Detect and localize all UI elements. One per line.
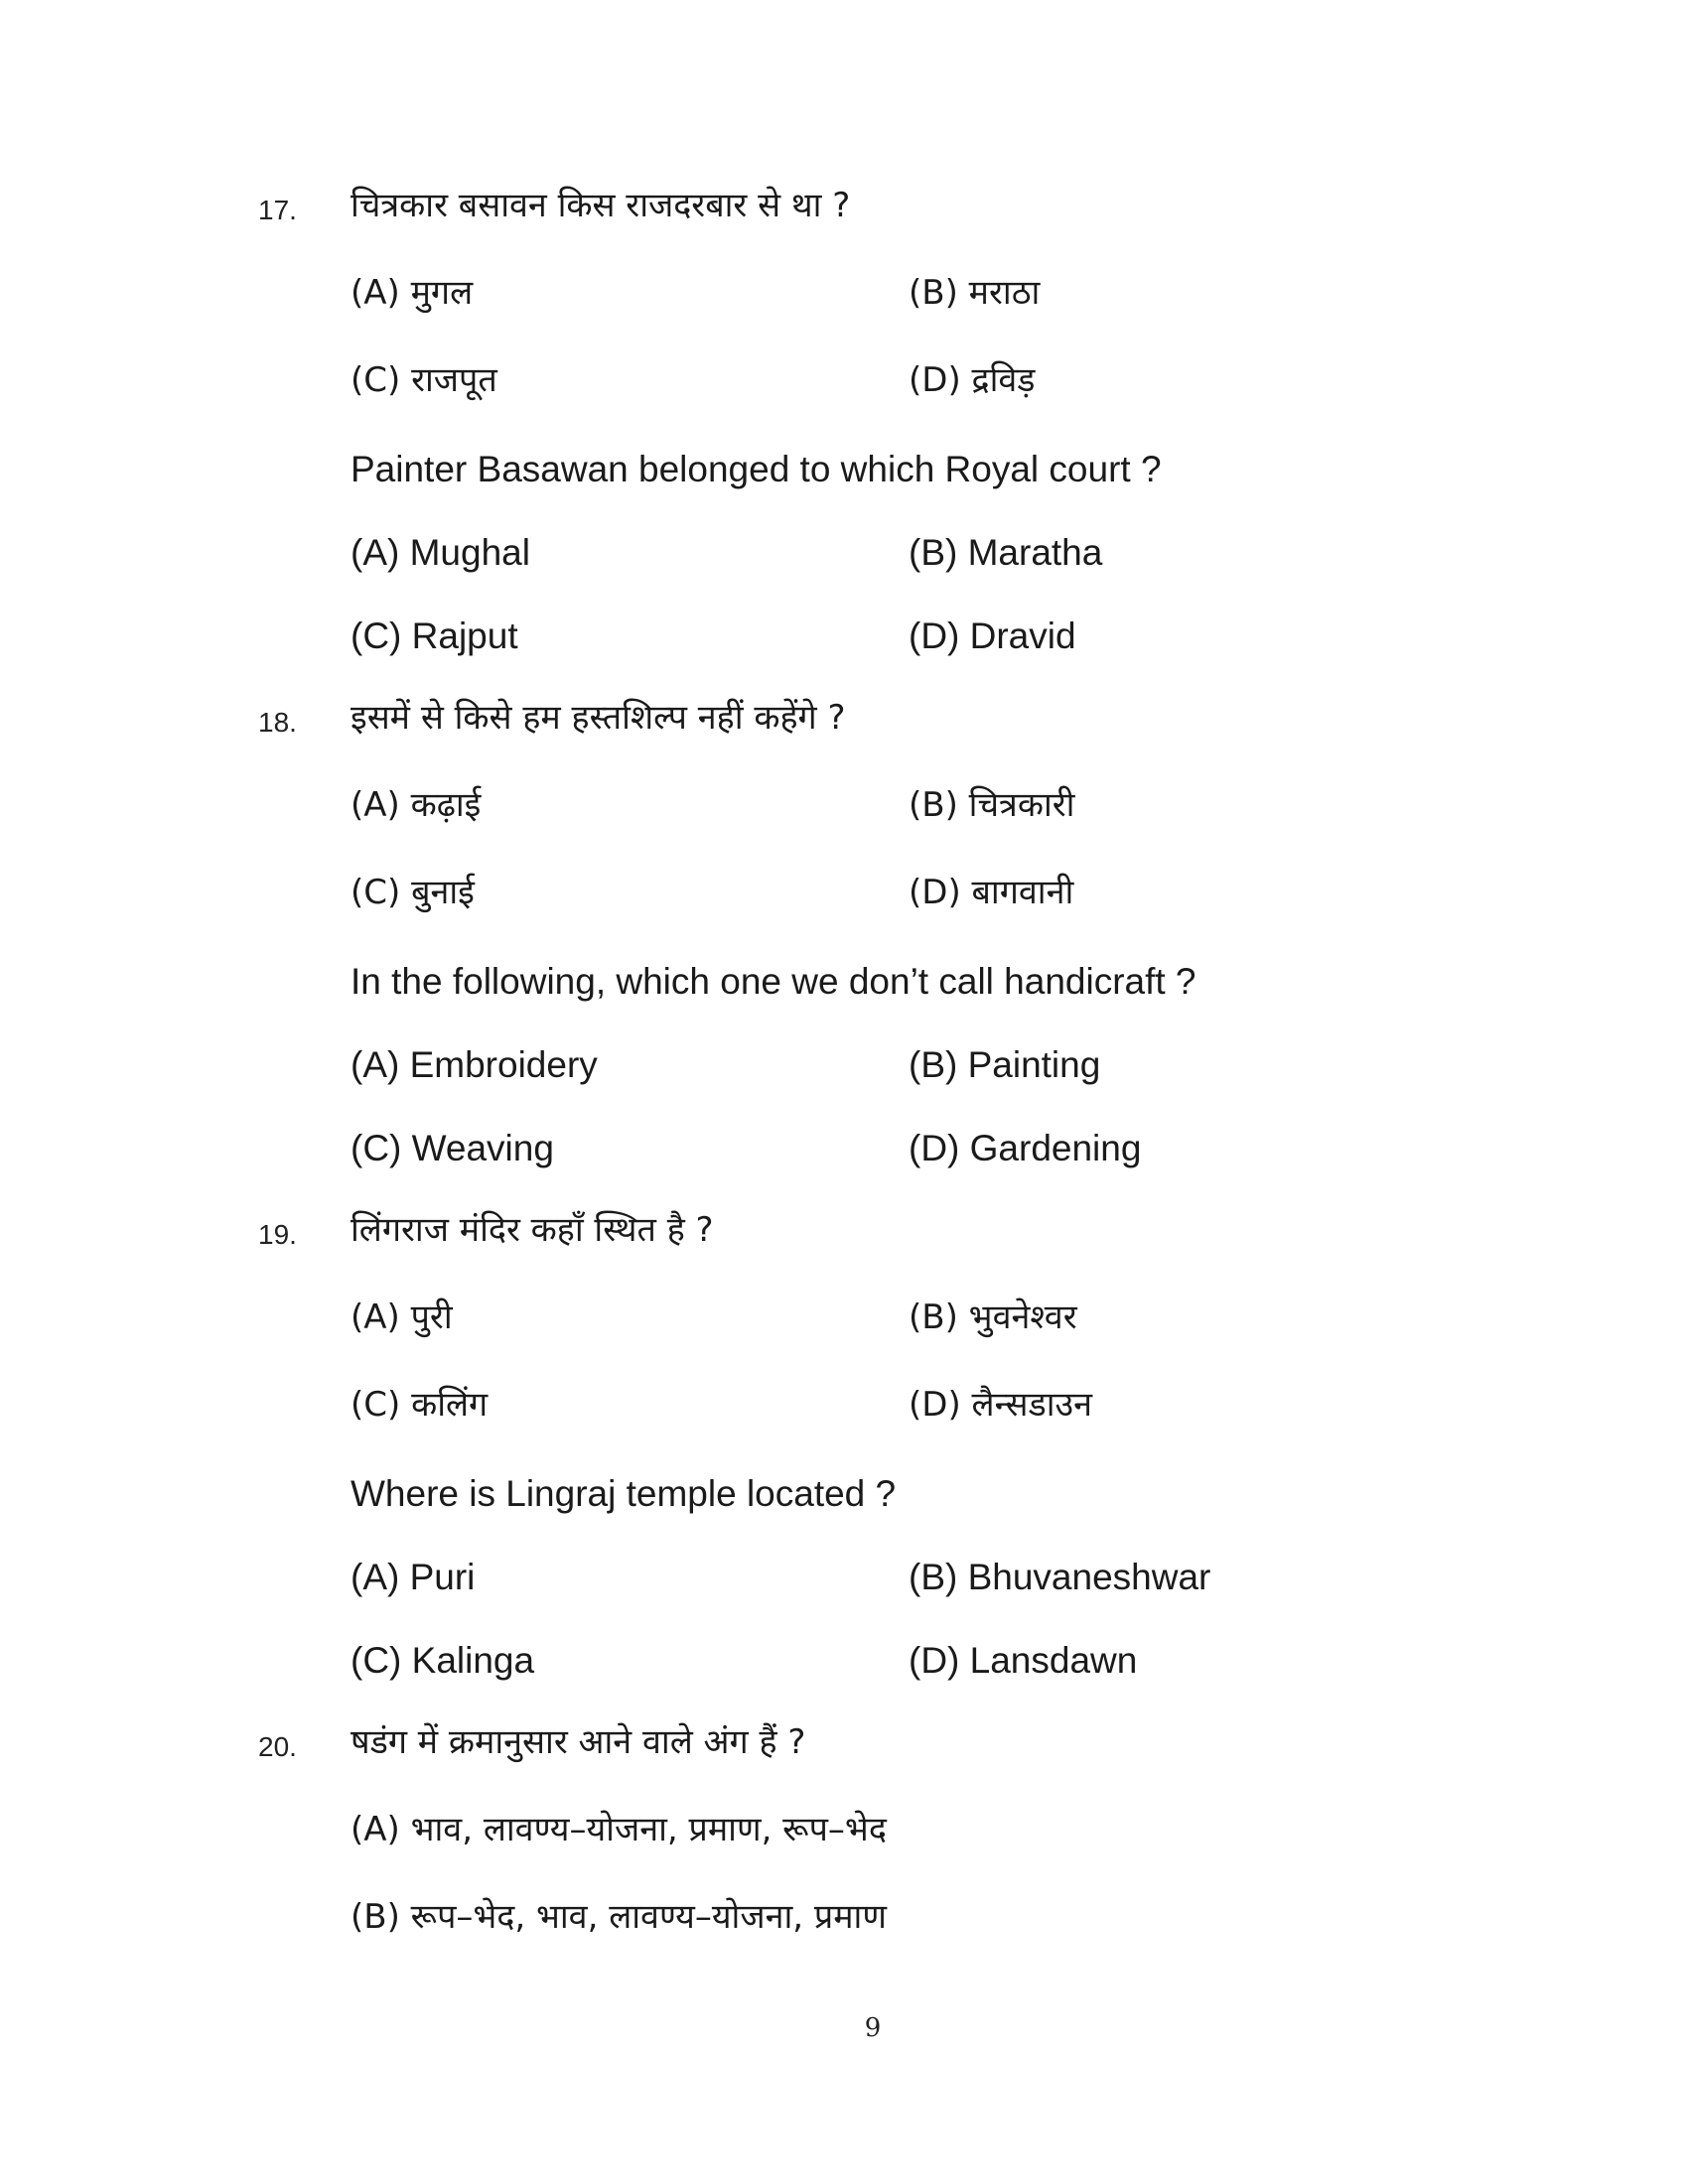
question-text-english: Painter Basawan belonged to which Royal court ?	[351, 449, 1162, 489]
option-d-english: (D) Dravid	[909, 615, 1076, 656]
option-c-hindi: (C) कलिंग	[351, 1385, 489, 1425]
page-number: 9	[864, 2013, 882, 2043]
option-c-english: (C) Weaving	[351, 1128, 554, 1168]
option-a-hindi: (A) पुरी	[351, 1297, 453, 1337]
question-text-english: In the following, which one we don’t call handicraft ?	[351, 961, 1196, 1002]
option-b-hindi: (B) भुवनेश्वर	[909, 1297, 1077, 1337]
option-a-hindi: (A) मुगल	[351, 273, 474, 313]
question-text-hindi: चित्रकार बसावन किस राजदरबार से था ?	[351, 186, 851, 225]
option-a-english: (A) Embroidery	[351, 1044, 598, 1085]
question-number: 17.	[258, 195, 297, 225]
question-text-hindi: षडंग में क्रमानुसार आने वाले अंग हैं ?	[351, 1722, 806, 1762]
option-d-english: (D) Gardening	[909, 1128, 1142, 1168]
question-number: 18.	[258, 707, 297, 738]
option-c-hindi: (C) बुनाई	[351, 873, 475, 912]
option-a-hindi: (A) कढ़ाई	[351, 785, 482, 825]
option-b-hindi: (B) चित्रकारी	[909, 785, 1075, 825]
option-a-hindi: (A) भाव, लावण्य–योजना, प्रमाण, रूप–भेद	[351, 1810, 887, 1849]
option-d-english: (D) Lansdawn	[909, 1640, 1138, 1681]
option-b-hindi: (B) रूप–भेद, भाव, लावण्य–योजना, प्रमाण	[351, 1897, 887, 1937]
option-b-english: (B) Bhuvaneshwar	[909, 1557, 1211, 1597]
option-b-english: (B) Painting	[909, 1044, 1101, 1085]
option-b-hindi: (B) मराठा	[909, 273, 1041, 313]
option-a-english: (A) Puri	[351, 1557, 476, 1597]
question-text-english: Where is Lingraj temple located ?	[351, 1473, 897, 1514]
option-a-english: (A) Mughal	[351, 532, 530, 573]
question-text-hindi: लिंगराज मंदिर कहाँ स्थित है ?	[351, 1210, 714, 1250]
option-c-english: (C) Kalinga	[351, 1640, 535, 1681]
option-c-hindi: (C) राजपूत	[351, 360, 497, 400]
option-c-english: (C) Rajput	[351, 615, 518, 656]
question-number: 19.	[258, 1219, 297, 1250]
question-text-hindi: इसमें से किसे हम हस्तशिल्प नहीं कहेंगे ?	[351, 698, 846, 738]
option-d-hindi: (D) बागवानी	[909, 873, 1074, 912]
option-d-hindi: (D) लैन्सडाउन	[909, 1385, 1092, 1425]
question-number: 20.	[258, 1731, 297, 1762]
option-d-hindi: (D) द्रविड़	[909, 360, 1036, 400]
option-b-english: (B) Maratha	[909, 532, 1103, 573]
